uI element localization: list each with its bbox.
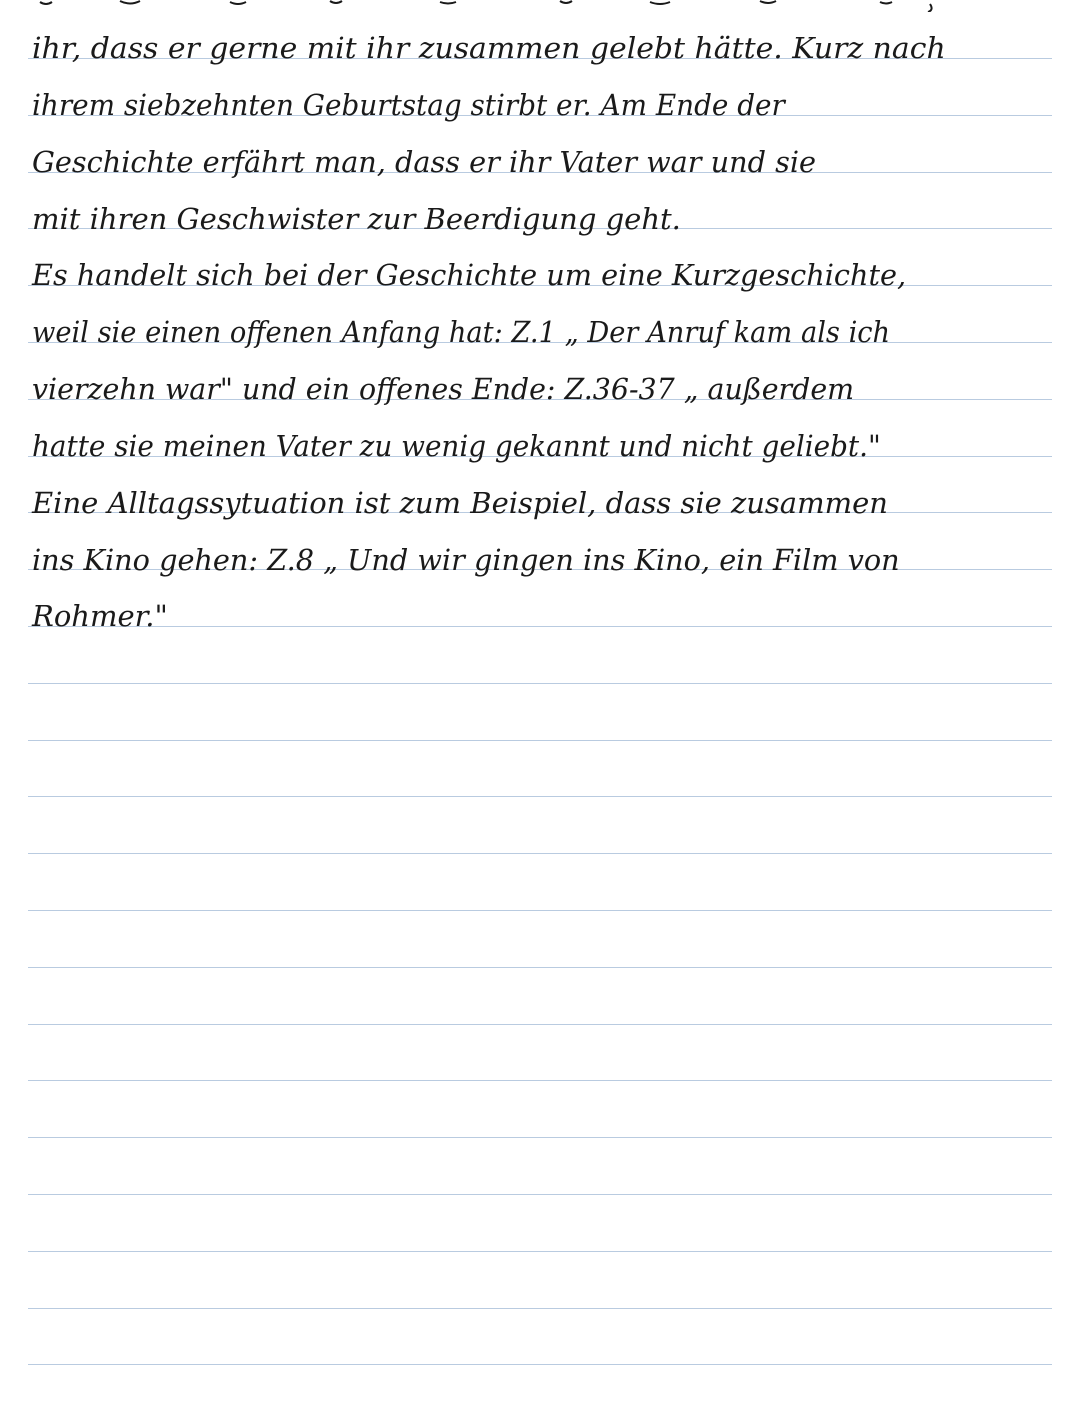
ruled-line [28, 1137, 1052, 1138]
ruled-line [28, 1364, 1052, 1365]
ruled-line [28, 626, 1052, 627]
text-line-5: Es handelt sich bei der Geschichte um eine Kurzgeschichte, [32, 258, 907, 292]
text-line-2: ihrem siebzehnten Geburtstag stirbt er. Am Ende der [32, 88, 785, 122]
ruled-line [28, 1024, 1052, 1025]
text-line-7: vierzehn war" und ein offenes Ende: Z.36-37 „ außerdem [32, 372, 855, 406]
ruled-line [28, 1080, 1052, 1081]
ruled-line [28, 683, 1052, 684]
text-line-3: Geschichte erfährt man, dass er ihr Vater war und sie [32, 145, 817, 179]
ruled-line [28, 910, 1052, 911]
ruled-line [28, 967, 1052, 968]
ruled-line [28, 1194, 1052, 1195]
text-line-10: ins Kino gehen: Z.8 „ Und wir gingen ins Kino, ein Film von [32, 543, 900, 577]
ruled-line [28, 1308, 1052, 1309]
text-line-4: mit ihren Geschwister zur Beerdigung geht. [32, 202, 681, 236]
ruled-line [28, 740, 1052, 741]
ruled-line [28, 853, 1052, 854]
cut-off-handwriting-strokes [0, 0, 1080, 12]
text-line-9: Eine Alltagssytuation ist zum Beispiel, dass sie zusammen [32, 486, 888, 520]
ruled-line [28, 796, 1052, 797]
text-line-11: Rohmer." [32, 599, 168, 633]
text-line-8: hatte sie meinen Vater zu wenig gekannt und nicht geliebt." [32, 429, 881, 463]
ruled-line [28, 1251, 1052, 1252]
text-line-6: weil sie einen offenen Anfang hat: Z.1 „ Der Anruf kam als ich [32, 315, 891, 349]
text-line-1: ihr, dass er gerne mit ihr zusammen gelebt hätte. Kurz nach [32, 31, 946, 65]
